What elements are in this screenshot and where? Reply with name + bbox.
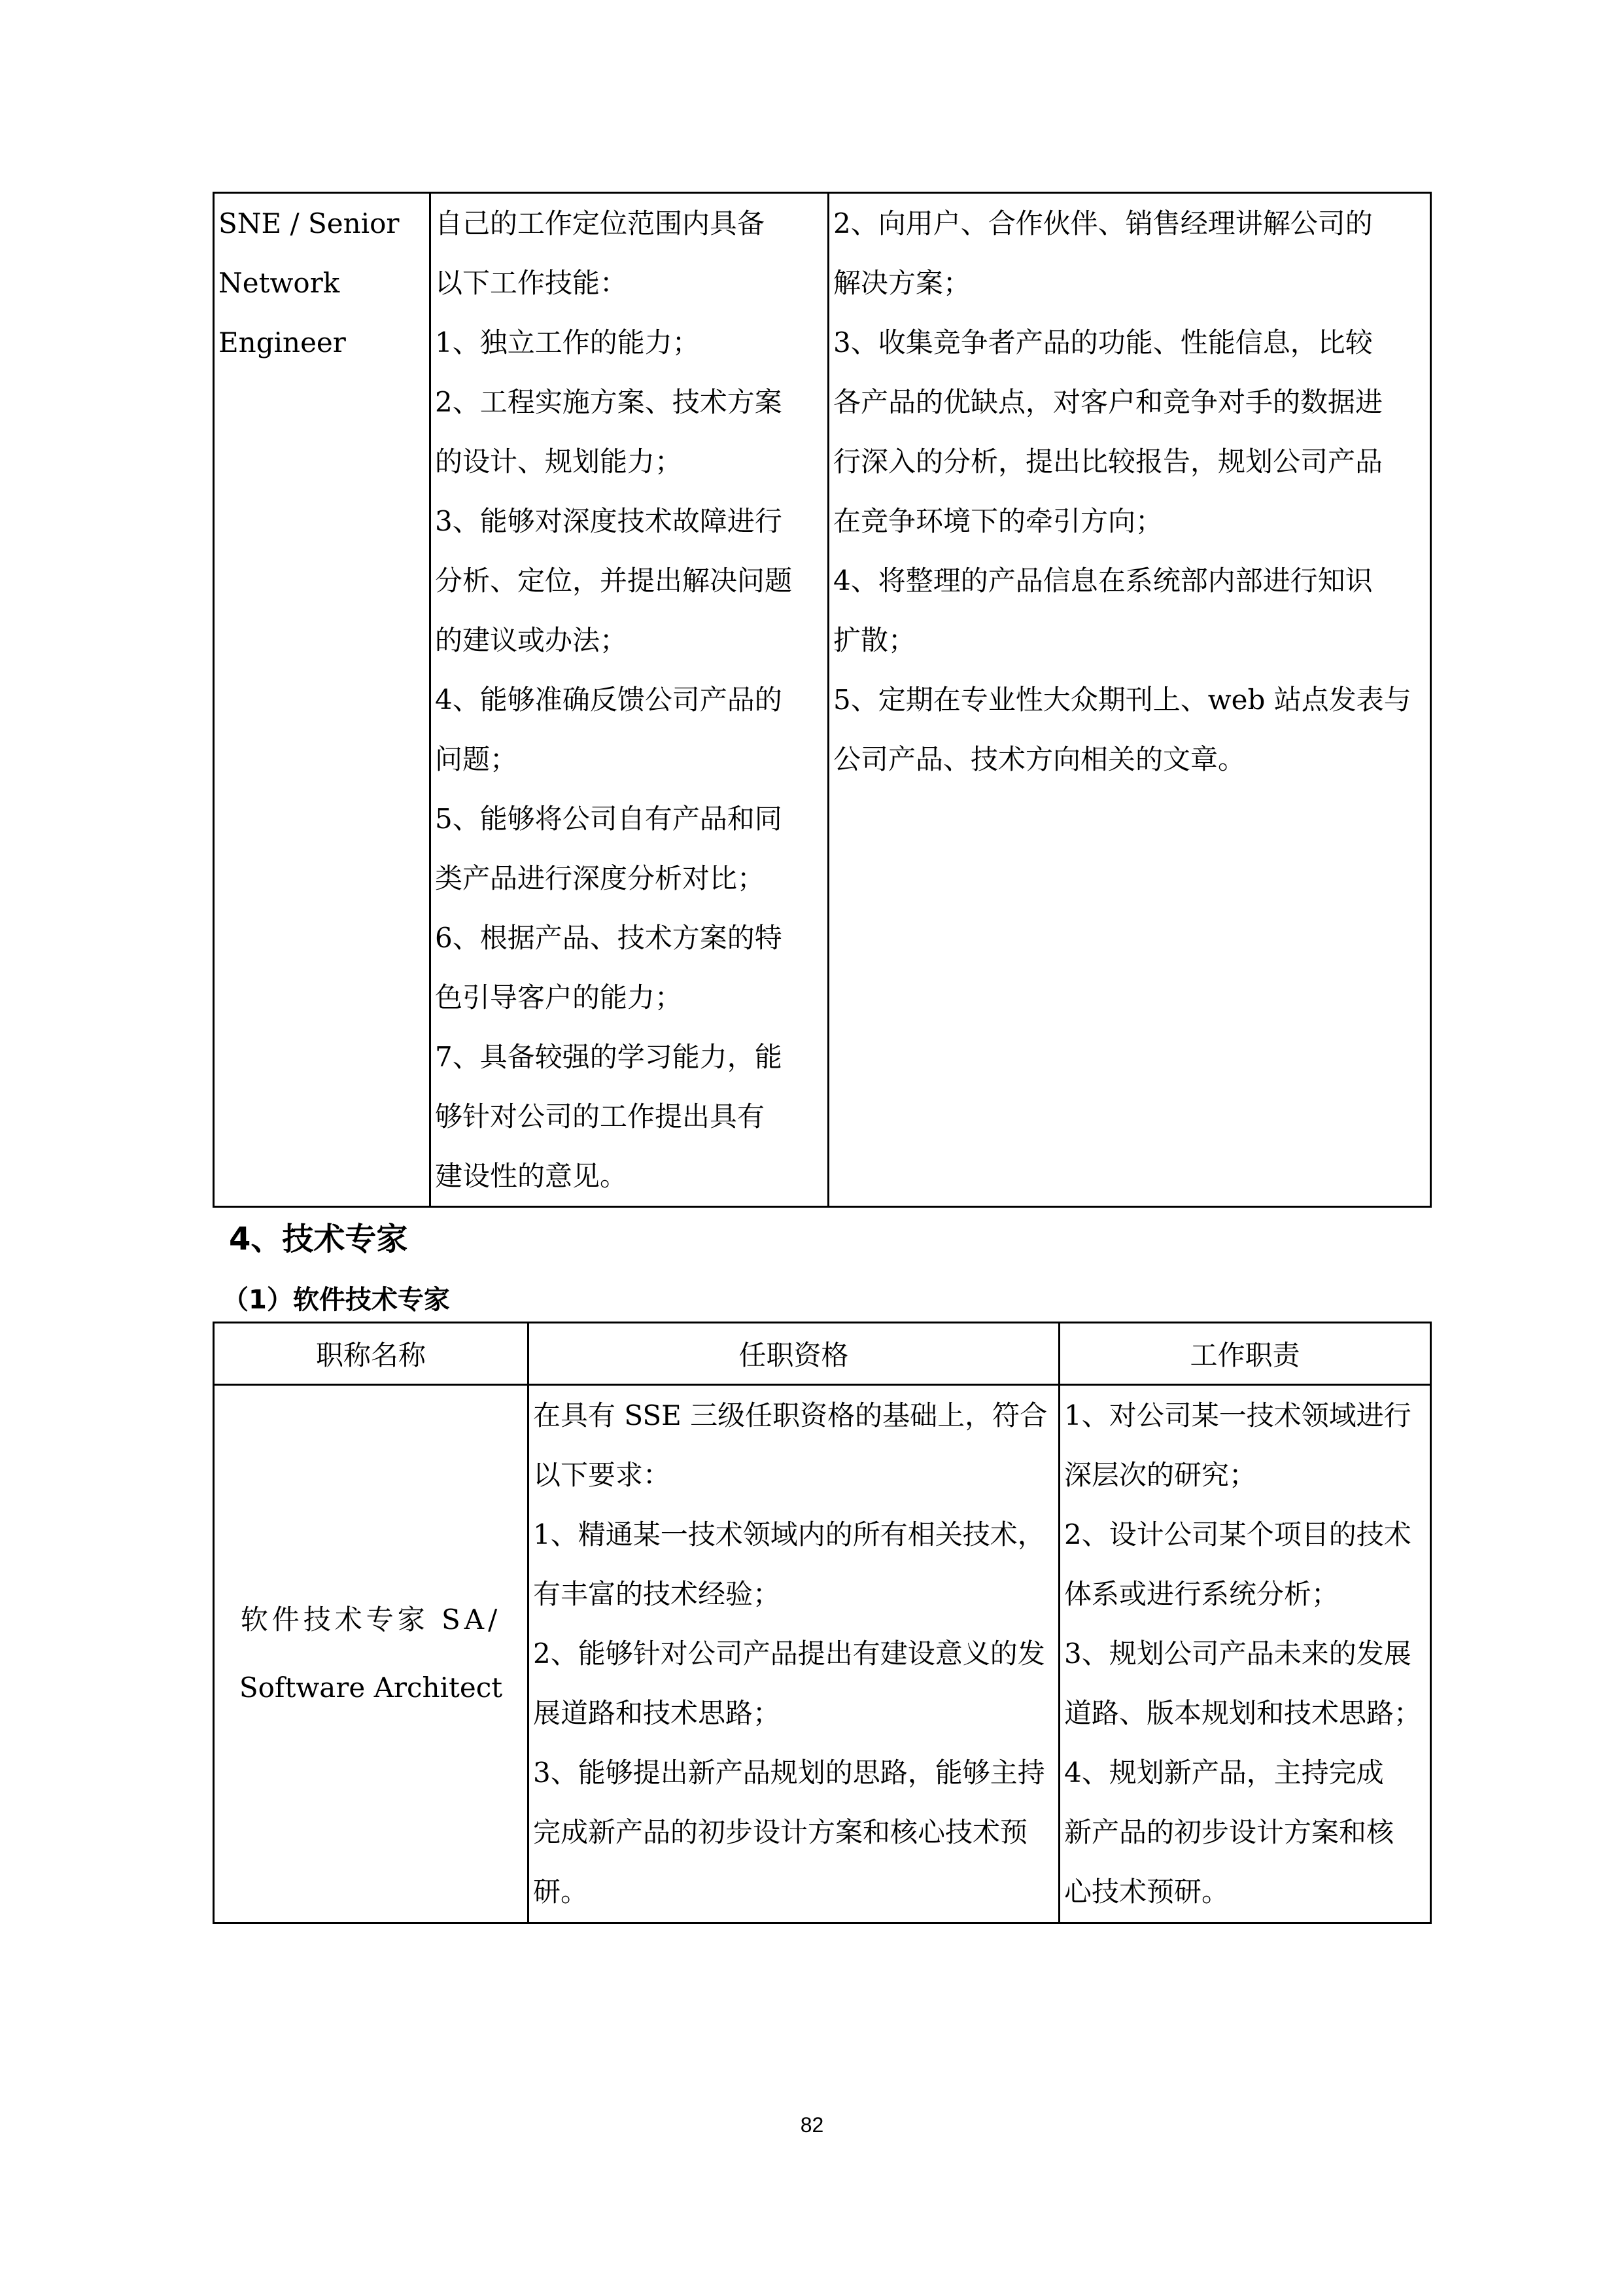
duty-line: 4、规划新产品，主持完成 [1064,1757,1384,1789]
qualification-line: 色引导客户的能力； [435,981,683,1013]
qualification-line: 自己的工作定位范围内具备 [435,207,765,239]
qualification-line: 1、精通某一技术领域内的所有相关技术， [533,1518,1045,1550]
duty-line: 各产品的优缺点，对客户和竞争对手的数据进 [833,386,1383,418]
table-row [214,193,1431,1207]
qualification-line: 的建议或办法； [435,624,628,656]
duty-line: 2、向用户、合作伙伴、销售经理讲解公司的 [833,207,1373,239]
duty-cell [1060,1385,1431,1923]
duty-line: 深层次的研究； [1064,1459,1257,1491]
qualification-line: 7、具备较强的学习能力，能 [435,1041,782,1073]
duty-line: 公司产品、技术方向相关的文章。 [833,743,1246,775]
qualification-line: 4、能够准确反馈公司产品的 [435,684,782,716]
job-title-line: SNE / Senior [218,207,400,239]
qualification-line: 1、独立工作的能力； [435,326,700,359]
qualification-line: 分析、定位，并提出解决问题 [435,565,793,597]
qualification-line: 以下要求： [533,1459,671,1491]
duty-line: 行深入的分析，提出比较报告，规划公司产品 [833,446,1383,478]
header-duty: 工作职责 [1060,1323,1431,1385]
duty-line: 1、对公司某一技术领域进行 [1064,1399,1411,1431]
qualification-cell [528,1385,1060,1923]
qualification-line: 3、能够对深度技术故障进行 [435,505,782,537]
qualification-line: 3、能够提出新产品规划的思路，能够主持 [533,1757,1045,1789]
senior-network-engineer-table [213,192,1432,1208]
qualification-line: 在具有 SSE 三级任职资格的基础上，符合 [533,1399,1048,1431]
qualification-line: 够针对公司的工作提出具有 [435,1100,765,1132]
duty-line: 5、定期在专业性大众期刊上、web 站点发表与 [833,684,1411,716]
duty-line: 解决方案； [833,267,971,299]
qualification-line: 2、能够针对公司产品提出有建设意义的发 [533,1638,1045,1670]
duty-line: 心技术预研。 [1064,1876,1230,1908]
duty-line: 3、收集竞争者产品的功能、性能信息，比较 [833,326,1373,359]
qualification-line: 有丰富的技术经验； [533,1578,781,1610]
qualification-line: 6、根据产品、技术方案的特 [435,922,782,954]
qualification-line: 5、能够将公司自有产品和同 [435,803,782,835]
duty-line: 新产品的初步设计方案和核 [1064,1816,1394,1848]
job-title-cell [214,1385,528,1923]
header-qualification: 任职资格 [528,1323,1060,1385]
qualification-line: 问题； [435,743,518,775]
table-row [214,1385,1431,1923]
qualification-line: 研。 [533,1876,589,1908]
job-title-line: Software Architect [239,1672,503,1704]
qualification-cell [430,193,829,1207]
qualification-line: 以下工作技能： [435,267,628,299]
qualification-line: 建设性的意见。 [435,1160,628,1192]
qualification-line: 展道路和技术思路； [533,1697,781,1729]
section-heading: 4、技术专家 [229,1221,408,1257]
duty-line: 扩散； [833,624,916,656]
job-title-line: 软件技术专家 SA/ [240,1603,502,1636]
duty-line: 道路、版本规划和技术思路； [1064,1697,1422,1729]
qualification-line: 的设计、规划能力； [435,446,683,478]
table-header-row [214,1323,1431,1385]
header-job-title: 职称名称 [214,1323,528,1385]
job-title-line: Network [218,267,340,299]
job-title-line: Engineer [218,326,346,359]
duty-line: 2、设计公司某个项目的技术 [1064,1518,1411,1550]
page-number: 82 [800,2113,824,2137]
duty-line: 4、将整理的产品信息在系统部内部进行知识 [833,565,1373,597]
qualification-line: 类产品进行深度分析对比； [435,862,765,894]
duty-cell [829,193,1431,1207]
duty-line: 3、规划公司产品未来的发展 [1064,1638,1411,1670]
qualification-line: 完成新产品的初步设计方案和核心技术预 [533,1816,1028,1848]
duty-line: 体系或进行系统分析； [1064,1578,1339,1610]
sub-heading: （1）软件技术专家 [222,1285,450,1315]
duty-line: 在竞争环境下的牵引方向； [833,505,1164,537]
job-title-cell [214,193,430,1207]
software-architect-table [213,1322,1432,1924]
qualification-line: 2、工程实施方案、技术方案 [435,386,782,418]
